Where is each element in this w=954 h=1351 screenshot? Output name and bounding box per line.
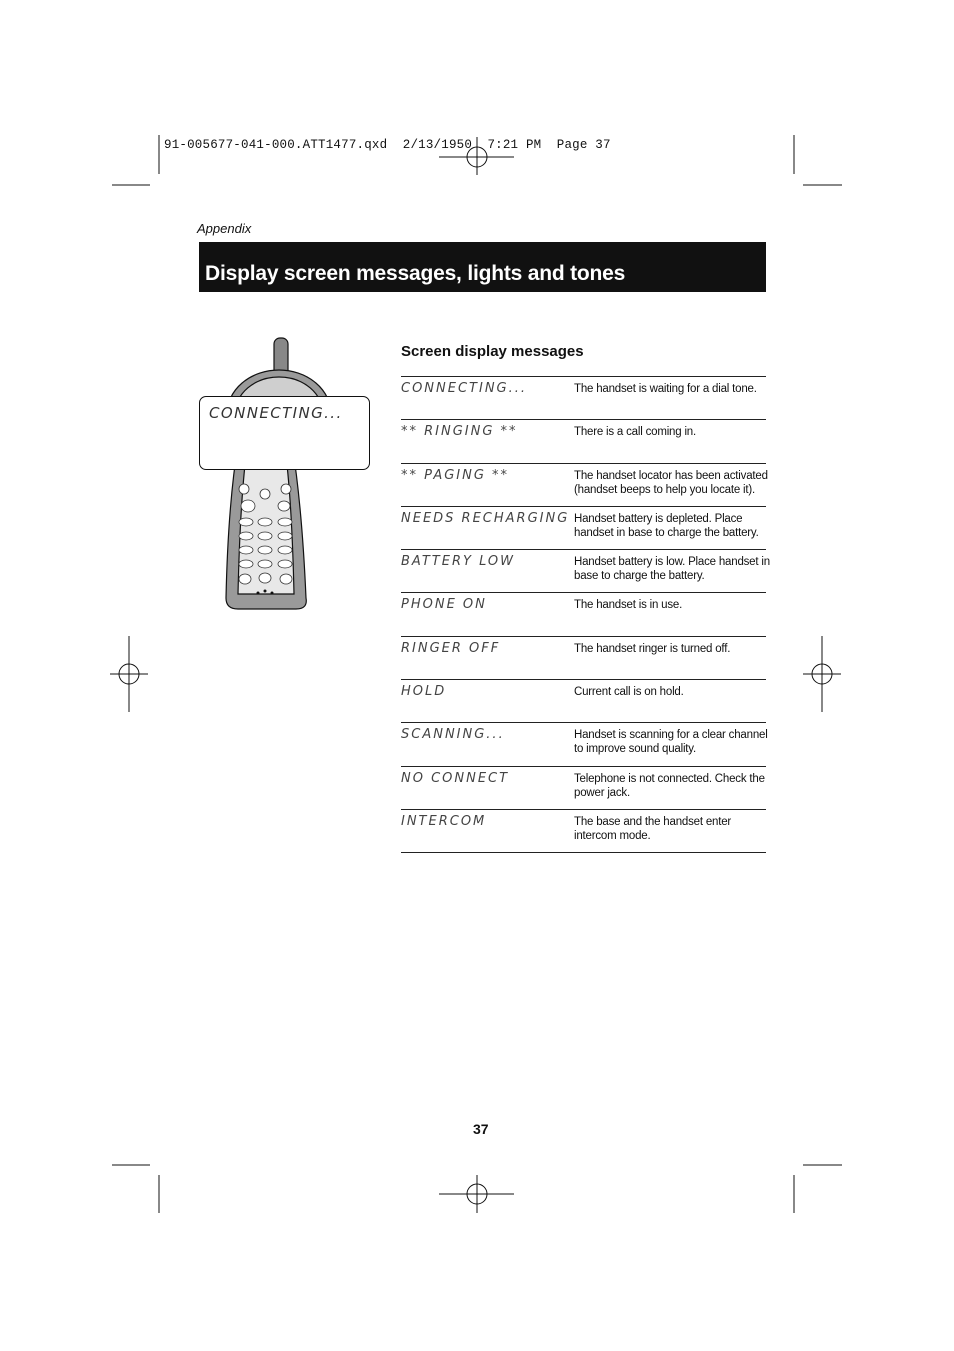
message-description: Handset battery is low. Place handset in base to charge the battery. bbox=[574, 556, 770, 583]
display-message: NO CONNECT bbox=[401, 770, 510, 786]
message-description: Current call is on hold. bbox=[574, 686, 684, 699]
section-label: Appendix bbox=[197, 221, 252, 236]
display-message: INTERCOM bbox=[401, 813, 487, 829]
message-description: The handset is in use. bbox=[574, 599, 683, 612]
message-row bbox=[401, 376, 766, 419]
message-row bbox=[401, 463, 766, 506]
page-number: 37 bbox=[473, 1121, 489, 1137]
message-row bbox=[401, 809, 766, 853]
page-title: Display screen messages, lights and tones bbox=[205, 262, 626, 285]
messages-table bbox=[401, 376, 770, 853]
message-row bbox=[401, 506, 766, 549]
message-description: Handset battery is depleted. Place handset in base to charge the battery. bbox=[574, 512, 759, 539]
message-row bbox=[401, 419, 766, 462]
display-callout bbox=[199, 396, 370, 470]
message-description: Telephone is not connected. Check the power jack. bbox=[574, 772, 765, 799]
display-message: RINGER OFF bbox=[401, 640, 501, 656]
message-description: The handset ringer is turned off. bbox=[574, 642, 731, 655]
display-message: BATTERY LOW bbox=[401, 554, 515, 570]
display-message: SCANNING... bbox=[401, 727, 505, 743]
display-message: HOLD bbox=[401, 684, 447, 700]
message-row bbox=[401, 722, 766, 765]
display-message: ** RINGING ** bbox=[401, 424, 518, 440]
message-description: The handset locator has been activated (handset beeps to help you locate it). bbox=[574, 469, 768, 496]
message-row bbox=[401, 679, 766, 722]
message-row bbox=[401, 766, 766, 809]
display-message: CONNECTING... bbox=[401, 381, 528, 396]
subheading: Screen display messages bbox=[401, 343, 584, 360]
message-description: Handset is scanning for a clear channel to improve sound quality. bbox=[574, 729, 768, 756]
message-description: There is a call coming in. bbox=[574, 426, 696, 439]
callout-display-text: CONNECTING... bbox=[209, 404, 343, 422]
message-description: The handset is waiting for a dial tone. bbox=[574, 383, 757, 395]
message-description: The base and the handset enter intercom mode. bbox=[574, 815, 732, 842]
message-row bbox=[401, 636, 766, 679]
display-message: PHONE ON bbox=[401, 597, 487, 613]
print-slug-line: 91-005677-041-000.ATT1477.qxd 2/13/1950 7:21 PM Page 37 bbox=[164, 138, 611, 152]
display-message: NEEDS RECHARGING bbox=[401, 510, 570, 526]
handset-illustration bbox=[198, 336, 374, 612]
display-message: ** PAGING ** bbox=[401, 467, 510, 483]
message-row bbox=[401, 592, 766, 635]
message-row bbox=[401, 549, 770, 592]
